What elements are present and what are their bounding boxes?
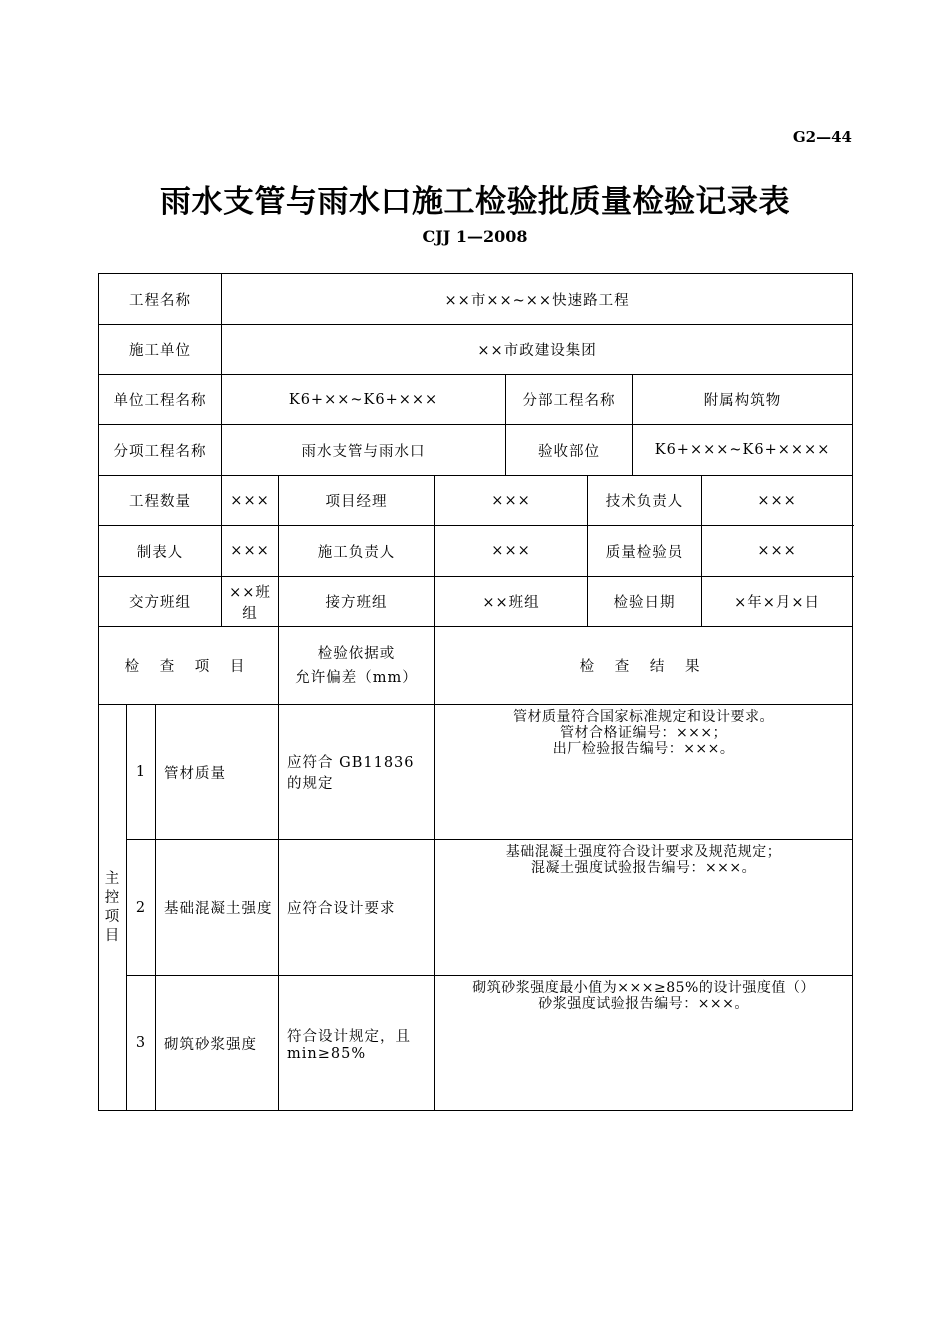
receiving-team-value: ××班组 <box>435 577 588 627</box>
quality-inspector-value: ××× <box>702 526 853 577</box>
construction-lead-value: ××× <box>435 526 588 577</box>
project-label: 工程名称 <box>99 274 222 325</box>
table-row <box>99 840 853 976</box>
project-value: ××市××~××快速路工程 <box>222 274 853 325</box>
item-basis: 应符合 GB11836 的规定 <box>279 705 435 840</box>
quality-inspector-label: 质量检验员 <box>588 526 702 577</box>
item-result: 管材质量符合国家标准规定和设计要求。 管材合格证编号：×××； 出厂检验报告编号：×××。 <box>435 705 853 840</box>
inspection-date-value: ×年×月×日 <box>702 577 853 627</box>
quantity-label: 工程数量 <box>99 476 222 526</box>
unit-project-label: 单位工程名称 <box>99 375 222 425</box>
inspection-record-table <box>98 273 853 1111</box>
unit-project-row <box>99 375 853 425</box>
unit-project-value: K6+××~K6+××× <box>222 375 506 425</box>
item-project-row <box>99 425 853 476</box>
project-manager-value: ××× <box>435 476 588 526</box>
handover-team-value: ××班组 <box>222 577 279 627</box>
handover-team-label: 交方班组 <box>99 577 222 627</box>
item-number: 1 <box>127 705 156 840</box>
acceptance-part-label: 验收部位 <box>506 425 633 476</box>
item-project-label: 分项工程名称 <box>99 425 222 476</box>
tech-lead-value: ××× <box>702 476 853 526</box>
item-name: 管材质量 <box>156 705 279 840</box>
item-number: 3 <box>127 976 156 1111</box>
acceptance-part-value: K6+×××~K6+×××× <box>633 425 853 476</box>
item-basis: 应符合设计要求 <box>279 840 435 976</box>
receiving-team-label: 接方班组 <box>279 577 435 627</box>
quantity-value: ××× <box>222 476 279 526</box>
inspection-date-label: 检验日期 <box>588 577 702 627</box>
handover-row <box>99 577 853 627</box>
item-project-value: 雨水支管与雨水口 <box>222 425 506 476</box>
contractor-label: 施工单位 <box>99 325 222 375</box>
preparer-label: 制表人 <box>99 526 222 577</box>
document-code: G2—44 <box>792 128 852 146</box>
table-row <box>99 976 853 1111</box>
contractor-row <box>99 325 853 375</box>
main-control-label: 主 控 项 目 <box>99 705 127 1111</box>
tech-lead-label: 技术负责人 <box>588 476 702 526</box>
preparer-row <box>99 526 853 577</box>
item-result: 基础混凝土强度符合设计要求及规范规定； 混凝土强度试验报告编号：×××。 <box>435 840 853 976</box>
sub-project-label: 分部工程名称 <box>506 375 633 425</box>
item-name: 基础混凝土强度 <box>156 840 279 976</box>
contractor-value: ××市政建设集团 <box>222 325 853 375</box>
item-basis: 符合设计规定，且min≥85% <box>279 976 435 1111</box>
section-header-row <box>99 627 853 705</box>
standard-code: CJJ 1—2008 <box>422 227 528 246</box>
results-header: 检 查 结 果 <box>435 627 853 705</box>
project-manager-label: 项目经理 <box>279 476 435 526</box>
check-items-header: 检 查 项 目 <box>99 627 279 705</box>
table-row <box>99 705 853 840</box>
item-result: 砌筑砂浆强度最小值为×××≥85%的设计强度值（） 砂浆强度试验报告编号：×××。 <box>435 976 853 1111</box>
basis-header-line2: 允许偏差（mm） <box>295 669 418 686</box>
quantity-row <box>99 476 853 526</box>
preparer-value: ××× <box>222 526 279 577</box>
project-row <box>99 274 853 325</box>
sub-project-value: 附属构筑物 <box>633 375 853 425</box>
item-name: 砌筑砂浆强度 <box>156 976 279 1111</box>
basis-header-line1: 检验依据或 <box>317 645 396 662</box>
page-title: 雨水支管与雨水口施工检验批质量检验记录表 <box>160 184 790 220</box>
basis-header <box>279 627 435 705</box>
item-number: 2 <box>127 840 156 976</box>
construction-lead-label: 施工负责人 <box>279 526 435 577</box>
